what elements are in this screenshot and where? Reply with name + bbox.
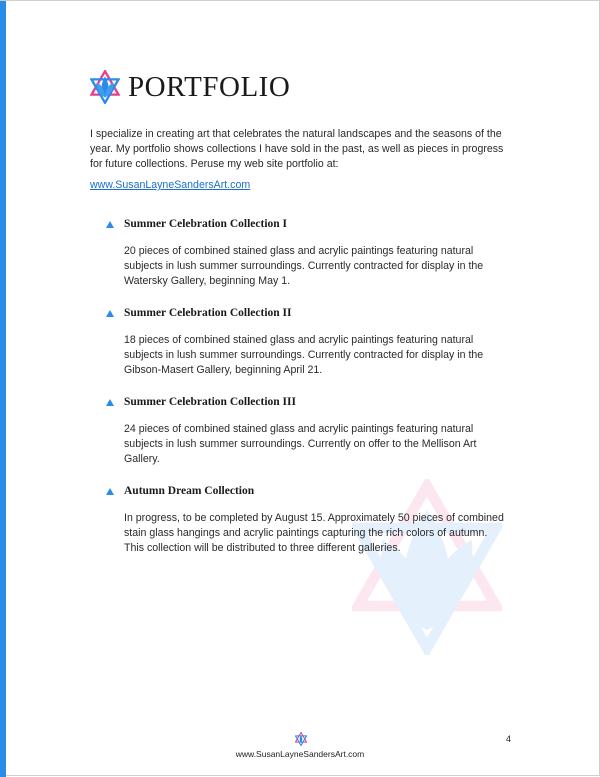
footer-url: www.SusanLayneSandersArt.com bbox=[235, 749, 365, 759]
footer-logo-icon bbox=[295, 732, 307, 746]
page-header bbox=[90, 67, 290, 107]
collection-section bbox=[106, 218, 506, 289]
collection-title: Autumn Dream Collection bbox=[124, 485, 255, 497]
collection-description: 20 pieces of combined stained glass and acrylic paintings featuring natural subjects in lush summer surroundings. Currently contracted for display in the Watersky Gallery, beginning May 1. bbox=[124, 245, 484, 287]
website-link[interactable]: www.SusanLayneSandersArt.com bbox=[90, 179, 251, 191]
collection-description: In progress, to be completed by August 15. Approximately 50 pieces of combined stain glass hangings and acrylic paintings capturing the rich colors of autumn. This collection will be distributed to three different galleries. bbox=[124, 512, 504, 554]
accent-sidebar-bar bbox=[0, 1, 6, 777]
triangle-bullet-icon bbox=[106, 310, 114, 317]
triangle-bullet-icon bbox=[106, 488, 114, 495]
collection-title: Summer Celebration Collection II bbox=[124, 307, 292, 319]
collection-title: Summer Celebration Collection I bbox=[124, 218, 288, 230]
page-title: PORTFOLIO bbox=[128, 70, 291, 103]
intro-paragraph: I specialize in creating art that celebrates the natural landscapes and the seasons of the year. My portfolio shows collections I have sold in the past, as well as pieces in progress for future collections. Peruse my web site portfolio at: bbox=[90, 128, 504, 170]
collection-description: 18 pieces of combined stained glass and acrylic paintings featuring natural subjects in lush summer surroundings. Currently contracted for display in the Gibson-Masert Gallery, beginning April 21. bbox=[124, 334, 484, 376]
collection-section bbox=[106, 396, 506, 467]
collection-section bbox=[106, 485, 506, 556]
collection-section bbox=[106, 307, 506, 378]
collection-description: 24 pieces of combined stained glass and acrylic paintings featuring natural subjects in lush summer surroundings. Currently on offer to the Mellison Art Gallery. bbox=[124, 423, 477, 465]
floral-triangle-logo-icon bbox=[90, 70, 120, 104]
triangle-bullet-icon bbox=[106, 221, 114, 228]
page-number: 4 bbox=[506, 734, 512, 744]
triangle-bullet-icon bbox=[106, 399, 114, 406]
collection-title: Summer Celebration Collection III bbox=[124, 396, 296, 408]
